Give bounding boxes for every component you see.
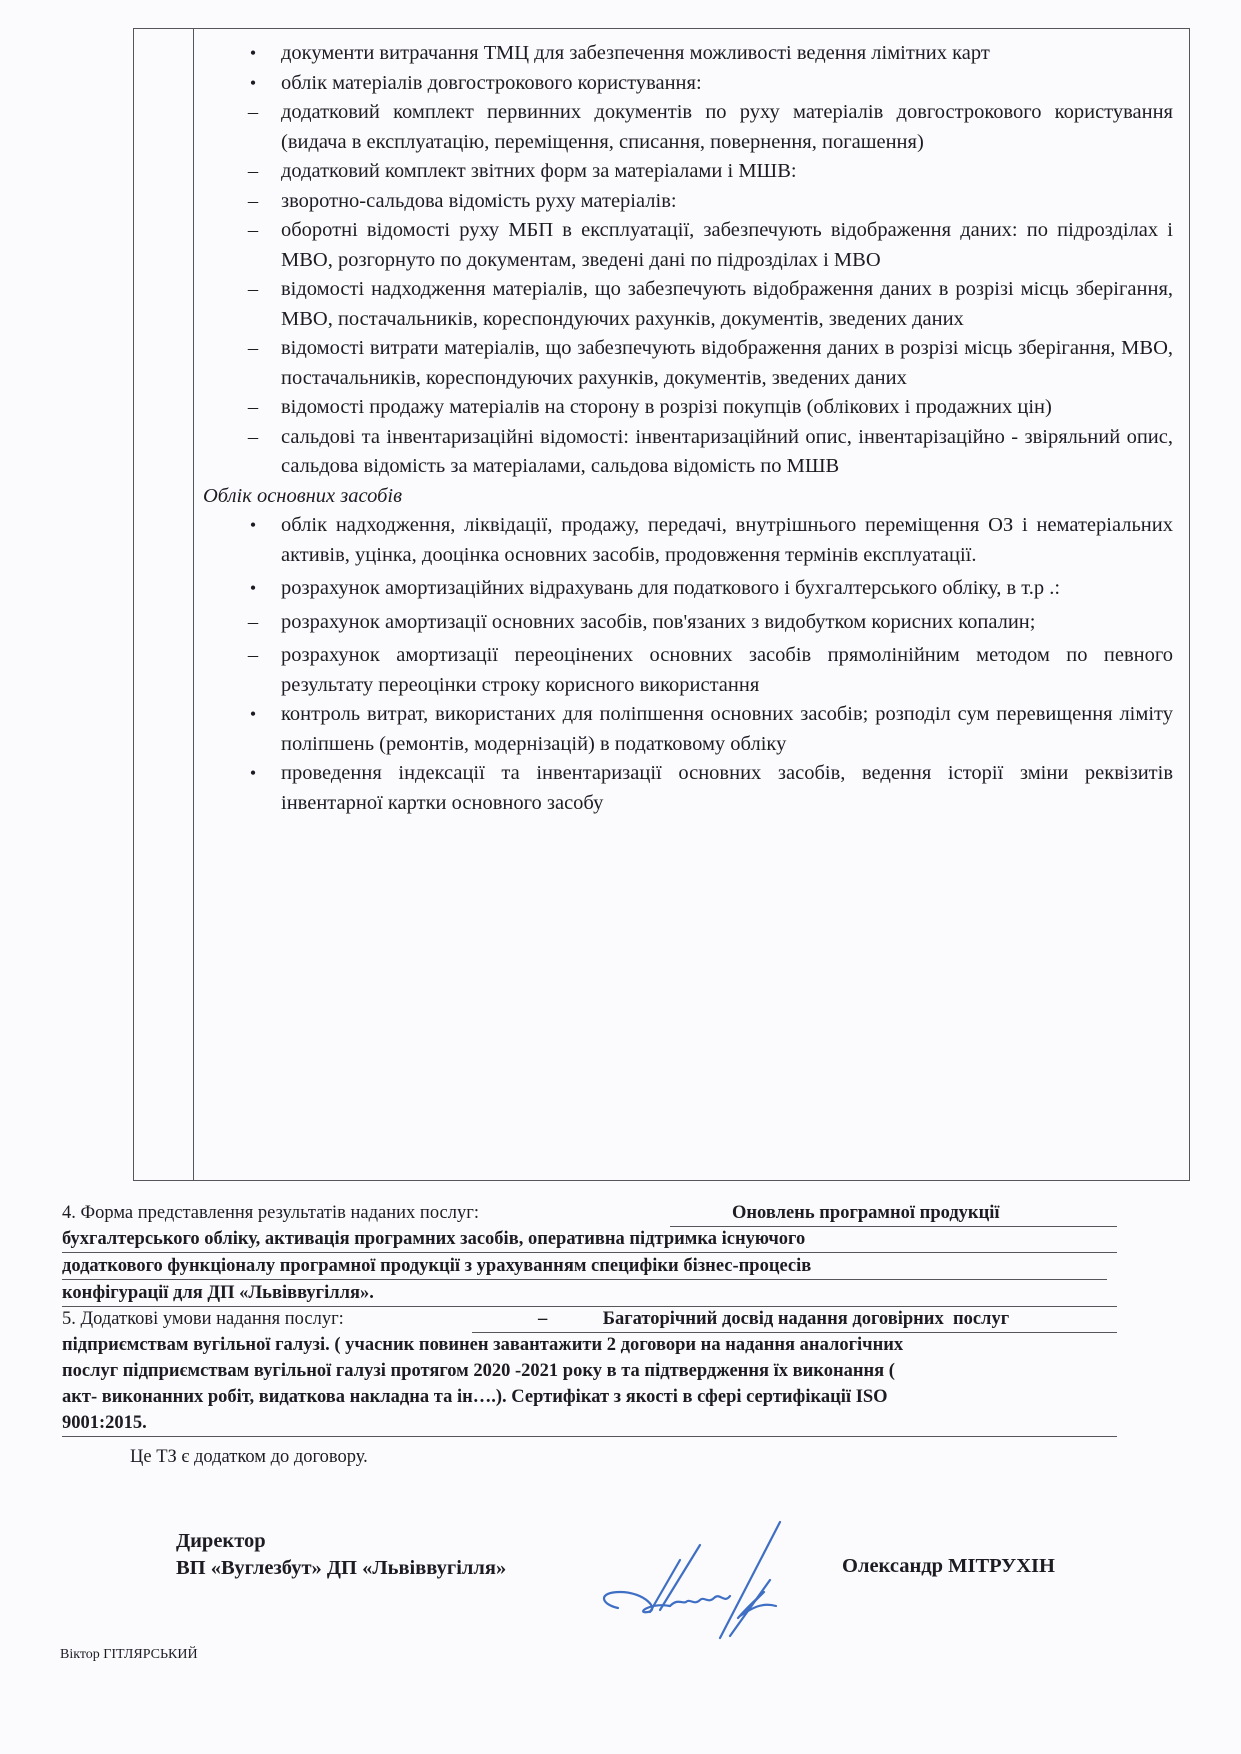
section-5-line: 9001:2015.	[62, 1410, 1117, 1437]
dash-icon	[243, 423, 263, 453]
dash-icon	[243, 334, 263, 364]
list-item: • документи витрачання ТМЦ для забезпечення можливості ведення лімітних карт	[203, 39, 1173, 69]
bullet-icon	[243, 574, 263, 604]
list-item: – оборотні відомості руху МБП в експлуатації, забезпечують відображення даних: по підрозділах і МВО, розгорнуто по документам, зведені дані по підрозділах і МВО	[203, 216, 1173, 275]
section-4-value-first: Оновлень програмної продукції	[670, 1200, 1117, 1227]
section-5-line: підприємствам вугільної галузі. ( учасник повинен завантажити 2 договори на надання аналогічних	[62, 1335, 904, 1355]
section-5-additional-conditions	[62, 1306, 1117, 1437]
table-column-divider	[193, 29, 194, 1180]
section-4-label: 4. Форма представлення результатів наданих послуг:	[62, 1203, 479, 1223]
section-5-line: акт- виконанних робіт, видаткова накладна та ін….). Сертифікат з якості в сфері сертифікації ISO	[62, 1387, 888, 1407]
footer-name: Віктор ГІТЛЯРСЬКИЙ	[60, 1647, 198, 1662]
bullet-icon	[243, 700, 263, 730]
dash-icon	[243, 187, 263, 217]
list-item: – відомості надходження матеріалів, що забезпечують відображення даних в розрізі місць зберігання, МВО, постачальників, кореспондуючих рахунків, документів, зведених даних	[203, 275, 1173, 334]
section-subheading: Облік основних засобів	[203, 484, 402, 507]
list-item: – розрахунок амортизації основних засобів, пов'язаних з видобутком корисних копалин;	[203, 608, 1173, 638]
list-item: – сальдові та інвентаризаційні відомості: інвентаризаційний опис, інвентарізаційно - звіряльний опис, сальдова відомість за матеріалами, сальдова відомість по МШВ	[203, 423, 1173, 482]
section-4-line: додаткового функціоналу програмної продукції з урахуванням специфіки бізнес-процесів	[62, 1253, 1107, 1280]
section-5-line: послуг підприємствам вугільної галузі протягом 2020 -2021 року в та підтвердження їх виконання (	[62, 1361, 895, 1381]
list-item: – відомості витрати матеріалів, що забезпечують відображення даних в розрізі місць зберігання, МВО, постачальників, кореспондуючих рахунків, документів, зведених даних	[203, 334, 1173, 393]
section-4-line: бухгалтерського обліку, активація програмних засобів, оперативна підтримка існуючого	[62, 1226, 1117, 1253]
dash-icon	[243, 275, 263, 305]
bullet-icon	[243, 511, 263, 541]
list-item: • розрахунок амортизаційних відрахувань для податкового і бухгалтерського обліку, в т.р .:	[203, 574, 1173, 604]
bullet-icon	[243, 69, 263, 99]
list-item: – розрахунок амортизації переоцінених основних засобів прямолінійним методом по певного результату переоцінки строку корисного використання	[203, 641, 1173, 700]
section-4-result-form	[62, 1200, 1117, 1307]
bullet-icon	[243, 39, 263, 69]
list-item: – додатковий комплект звітних форм за матеріалами і МШВ:	[203, 157, 1173, 187]
dash-icon	[243, 393, 263, 423]
list-item: • проведення індексації та інвентаризації основних засобів, ведення історії зміни реквізитів інвентарної картки основного засобу	[203, 759, 1173, 818]
dash-icon	[243, 216, 263, 246]
requirements-table	[133, 28, 1190, 1181]
list-item: – додатковий комплект первинних документів по руху матеріалів довгострокового користування (видача в експлуатацію, переміщення, списання, повернення, погашення)	[203, 98, 1173, 157]
dash-icon	[243, 157, 263, 187]
dash-icon	[243, 98, 263, 128]
section-5-label: 5. Додаткові умови надання послуг:	[62, 1309, 344, 1329]
dash-icon	[243, 608, 263, 638]
list-item: • облік матеріалів довгострокового користування:	[203, 69, 1173, 99]
bullet-icon	[243, 759, 263, 789]
list-item: • контроль витрат, використаних для поліпшення основних засобів; розподіл сум перевищення ліміту поліпшень (ремонтів, модернізацій) в податковому обліку	[203, 700, 1173, 759]
list-item: • облік надходження, ліквідації, продажу, передачі, внутрішнього переміщення ОЗ і нематеріальних активів, уцінка, дооцінка основних засобів, продовження термінів експлуатації.	[203, 511, 1173, 570]
handwritten-signature-icon	[590, 1500, 820, 1650]
appendix-note: Це ТЗ є додатком до договору.	[130, 1447, 368, 1467]
section-4-line: конфігурації для ДП «Львіввугілля».	[62, 1280, 1117, 1307]
section-5-value-first: – Багаторічний досвід надання договірних послуг	[472, 1306, 1117, 1333]
list-item: – зворотно-сальдова відомість руху матеріалів:	[203, 187, 1173, 217]
dash-icon	[243, 641, 263, 671]
signatory-name: Олександр МІТРУХІН	[842, 1555, 1055, 1577]
signatory-position: Директор ВП «Вуглезбут» ДП «Львіввугілля»	[176, 1530, 507, 1579]
list-item: – відомості продажу матеріалів на сторону в розрізі покупців (облікових і продажних цін)	[203, 393, 1173, 423]
requirements-list	[203, 39, 1173, 818]
